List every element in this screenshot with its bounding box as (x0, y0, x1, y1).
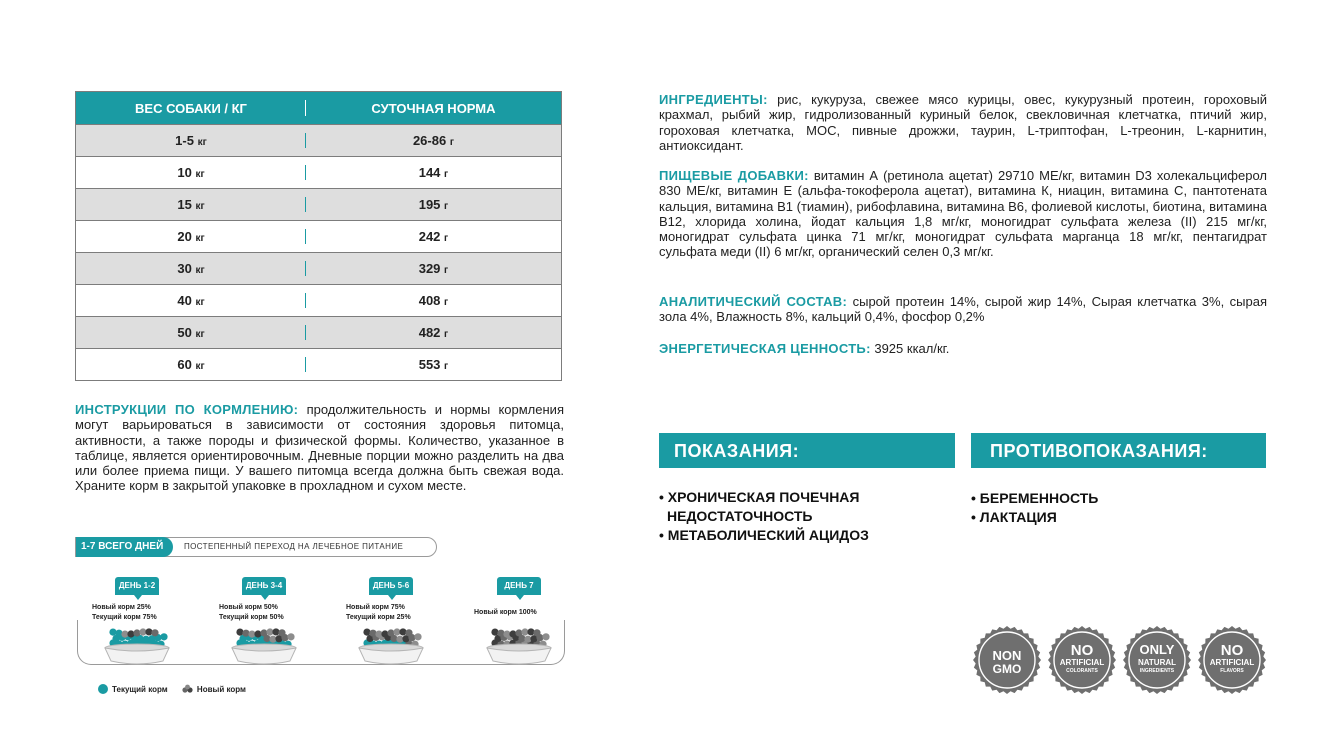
weight-cell (76, 317, 306, 349)
ingredients-text: рис, кукуруза, свежее мясо курицы, овес, кукурузный протеин, гороховый крахмал, рыбий жир, гидролизованный куриный белок, свекловичная клетчатка, птичий жир, гороховая клетчатка, МОС, пивные дрожжи, таурин, L-триптофан, L-треонин, L-карнитин, антиоксидант. (659, 92, 1267, 153)
new-kibble (399, 628, 406, 635)
legend-current-label: Текущий корм (112, 684, 168, 694)
new-kibble (287, 633, 294, 640)
weight-value: 30 (177, 261, 192, 276)
table-row (76, 221, 562, 253)
additives-text: витамин А (ретинола ацетат) 29710 МЕ/кг, витамин D3 холекальциферол 830 МЕ/кг, витамин Е (альфа-токоферола ацетат), витамина К, ниацин, витамина С, пантотената кальция, витамина В1 (тиамин), рибофлавина, витамина В6, фолиевой кислоты, биотина, витамина В12, хлорида холина, йодат кальция 1,8 мг/кг, моногидрат сульфата железа (II) 215 мг/кг, моногидрат сульфата цинка 71 мг/кг, моногидрат сульфата марганца 18 мг/кг, пентагидрат сульфата меди (II) 6 мг/кг, органический селен 0,3 мг/кг. (659, 168, 1267, 260)
seal-line-2: ARTIFICIAL (1059, 658, 1105, 667)
weight-cell (76, 189, 306, 221)
quality-seal-icon (1198, 626, 1266, 694)
weight-unit: кг (195, 297, 205, 308)
table-header-row (76, 92, 562, 125)
amount-unit: г (444, 169, 449, 180)
seal-line-1: NO (1070, 642, 1094, 659)
analysis-text: сырой протеин 14%, сырой жир 14%, Сырая клетчатка 3%, сырая зола 4%, Влажность 8%, кальций 0,4%, фосфор 0,2% (659, 294, 1267, 325)
food-legend (98, 684, 258, 696)
additives-paragraph (659, 168, 1267, 260)
amount-cell (306, 349, 562, 381)
new-kibble (127, 630, 134, 637)
day-badge: ДЕНЬ 7 (497, 577, 541, 595)
weight-value: 20 (177, 229, 192, 244)
amount-unit: г (444, 201, 449, 212)
weight-unit: кг (195, 169, 205, 180)
table-row (76, 349, 562, 381)
new-kibble (381, 630, 388, 637)
energy-label: ЭНЕРГЕТИЧЕСКАЯ ЦЕННОСТЬ: (659, 341, 871, 356)
new-food-icon (182, 684, 194, 694)
amount-unit: г (444, 329, 449, 340)
seal-line-3: COLORANTS (1066, 668, 1098, 674)
feeding-table (75, 91, 562, 381)
table-row (76, 157, 562, 189)
weight-unit: кг (195, 233, 205, 244)
table-row (76, 125, 562, 157)
energy-text: 3925 ккал/кг. (874, 341, 950, 356)
new-kibble (533, 629, 540, 636)
day-badge: ДЕНЬ 5-6 (369, 577, 413, 595)
weight-cell (76, 221, 306, 253)
weight-unit: кг (195, 329, 205, 340)
seal-line-3: FLAVORS (1220, 668, 1244, 674)
amount-cell (306, 221, 562, 253)
amount-value: 408 (418, 293, 441, 308)
amount-unit: г (444, 265, 449, 276)
new-kibble (278, 629, 285, 636)
amount-value: 482 (418, 325, 441, 340)
amount-value: 195 (418, 197, 441, 212)
additives-label: ПИЩЕВЫЕ ДОБАВКИ: (659, 168, 809, 183)
ingredients-paragraph (659, 92, 1267, 153)
food-bowl-icon (355, 623, 427, 673)
table-row (76, 253, 562, 285)
quality-seal-icon (1123, 626, 1191, 694)
analysis-paragraph (659, 294, 1267, 325)
legend-new-label: Новый корм (196, 684, 246, 694)
indications-header: ПОКАЗАНИЯ: (659, 433, 955, 468)
new-kibble (527, 628, 534, 635)
weight-value: 15 (177, 197, 192, 212)
new-kibble (387, 629, 394, 636)
weight-value: 60 (177, 357, 192, 372)
amount-value: 26-86 (412, 133, 447, 148)
new-kibble (491, 628, 498, 635)
amount-cell (306, 189, 562, 221)
new-kibble (236, 628, 243, 635)
amount-unit: г (449, 137, 454, 148)
feeding-instructions (75, 402, 564, 494)
weight-value: 50 (177, 325, 192, 340)
table-row (76, 285, 562, 317)
day-new-food-line: Новый корм 25% (92, 604, 151, 611)
new-kibble (515, 629, 522, 636)
amount-cell (306, 317, 562, 349)
new-kibble (363, 628, 370, 635)
day-current-food-line: Текущий корм 50% (219, 614, 284, 621)
amount-unit: г (444, 361, 449, 372)
transition-day (474, 577, 584, 677)
seal-line-3: INGREDIENTS (1139, 668, 1175, 674)
list-item: НЕДОСТАТОЧНОСТЬ (667, 508, 813, 524)
seal-line-1: ONLY (1139, 642, 1175, 657)
day-badge: ДЕНЬ 1-2 (115, 577, 159, 595)
weight-cell (76, 157, 306, 189)
current-food-icon (98, 684, 108, 694)
seal-line-2: GMO (992, 662, 1022, 676)
day-new-food-line: Новый корм 50% (219, 604, 278, 611)
food-bowl-icon (228, 623, 300, 673)
table-row (76, 317, 562, 349)
seal-line-2: NATURAL (1137, 658, 1177, 667)
new-kibble (542, 633, 549, 640)
day-badge: ДЕНЬ 3-4 (242, 577, 286, 595)
amount-unit: г (444, 233, 449, 244)
contraindications-header: ПРОТИВОПОКАЗАНИЯ: (971, 433, 1266, 468)
food-bowl-icon (483, 623, 555, 673)
amount-value: 144 (418, 165, 441, 180)
transition-days-pill: 1-7 ВСЕГО ДНЕЙ (76, 537, 173, 557)
amount-cell (306, 125, 562, 157)
day-new-food-line: Новый корм 75% (346, 604, 405, 611)
energy-paragraph (659, 341, 1267, 356)
new-kibble (272, 628, 279, 635)
seal-line-2: ARTIFICIAL (1209, 658, 1255, 667)
list-item: • ХРОНИЧЕСКАЯ ПОЧЕЧНАЯ (659, 489, 860, 505)
amount-cell (306, 253, 562, 285)
column-header-weight: ВЕС СОБАКИ / КГ (76, 92, 306, 125)
transition-day (346, 577, 456, 677)
list-item: • БЕРЕМЕННОСТЬ (971, 490, 1099, 506)
weight-cell (76, 125, 306, 157)
list-item: • МЕТАБОЛИЧЕСКИЙ АЦИДОЗ (659, 527, 869, 543)
food-bowl-icon (101, 623, 173, 673)
legend-current-food (98, 684, 168, 694)
weight-cell (76, 253, 306, 285)
ingredients-label: ИНГРЕДИЕНТЫ: (659, 92, 768, 107)
quality-seal-icon (973, 626, 1041, 694)
new-kibble (254, 630, 261, 637)
weight-cell (76, 349, 306, 381)
new-kibble (133, 629, 140, 636)
amount-value: 242 (418, 229, 441, 244)
weight-cell (76, 285, 306, 317)
new-kibble (151, 629, 158, 636)
contraindications-list (971, 489, 1098, 527)
legend-new-food (182, 684, 246, 694)
quality-seal-icon (1048, 626, 1116, 694)
weight-value: 40 (177, 293, 192, 308)
new-kibble (405, 629, 412, 636)
feeding-instructions-label: ИНСТРУКЦИИ ПО КОРМЛЕНИЮ: (75, 402, 299, 417)
day-current-food-line: Текущий корм 75% (92, 614, 157, 621)
new-kibble (509, 630, 516, 637)
indications-list (659, 488, 869, 545)
feeding-instructions-text: продолжительность и нормы кормления могут варьироваться в зависимости от состояния здоровья питомца, активности, а также породы и физической формы. Количество, указанное в таблице, является ориентировочным. Дневные порции можно разделить на два или более приема пищи. У вашего питомца всегда должна быть свежая вода. Храните корм в закрытой упаковке в прохладном и сухом месте. (75, 402, 564, 494)
weight-unit: кг (195, 201, 205, 212)
new-kibble (414, 633, 421, 640)
current-kibble (109, 628, 116, 635)
analysis-label: АНАЛИТИЧЕСКИЙ СОСТАВ: (659, 294, 848, 309)
transition-day (92, 577, 202, 677)
weight-value: 10 (177, 165, 192, 180)
seal-line-1: NON (992, 648, 1022, 663)
weight-unit: кг (197, 137, 207, 148)
list-item: • ЛАКТАЦИЯ (971, 509, 1057, 525)
new-kibble (260, 629, 267, 636)
day-current-food-line: Текущий корм 25% (346, 614, 411, 621)
transition-header (75, 537, 437, 557)
table-body (76, 125, 562, 381)
column-header-daily-norm: СУТОЧНАЯ НОРМА (306, 92, 562, 125)
amount-cell (306, 157, 562, 189)
table-row (76, 189, 562, 221)
current-kibble (160, 633, 167, 640)
new-kibble (145, 628, 152, 635)
transition-day (219, 577, 329, 677)
amount-value: 329 (418, 261, 441, 276)
amount-unit: г (444, 297, 449, 308)
day-new-food-line: Новый корм 100% (474, 609, 537, 616)
amount-value: 553 (418, 357, 441, 372)
weight-value: 1-5 (175, 133, 194, 148)
seal-line-1: NO (1220, 642, 1244, 659)
transition-caption: ПОСТЕПЕННЫЙ ПЕРЕХОД НА ЛЕЧЕБНОЕ ПИТАНИЕ (184, 542, 404, 551)
weight-unit: кг (195, 361, 205, 372)
weight-unit: кг (195, 265, 205, 276)
amount-cell (306, 285, 562, 317)
